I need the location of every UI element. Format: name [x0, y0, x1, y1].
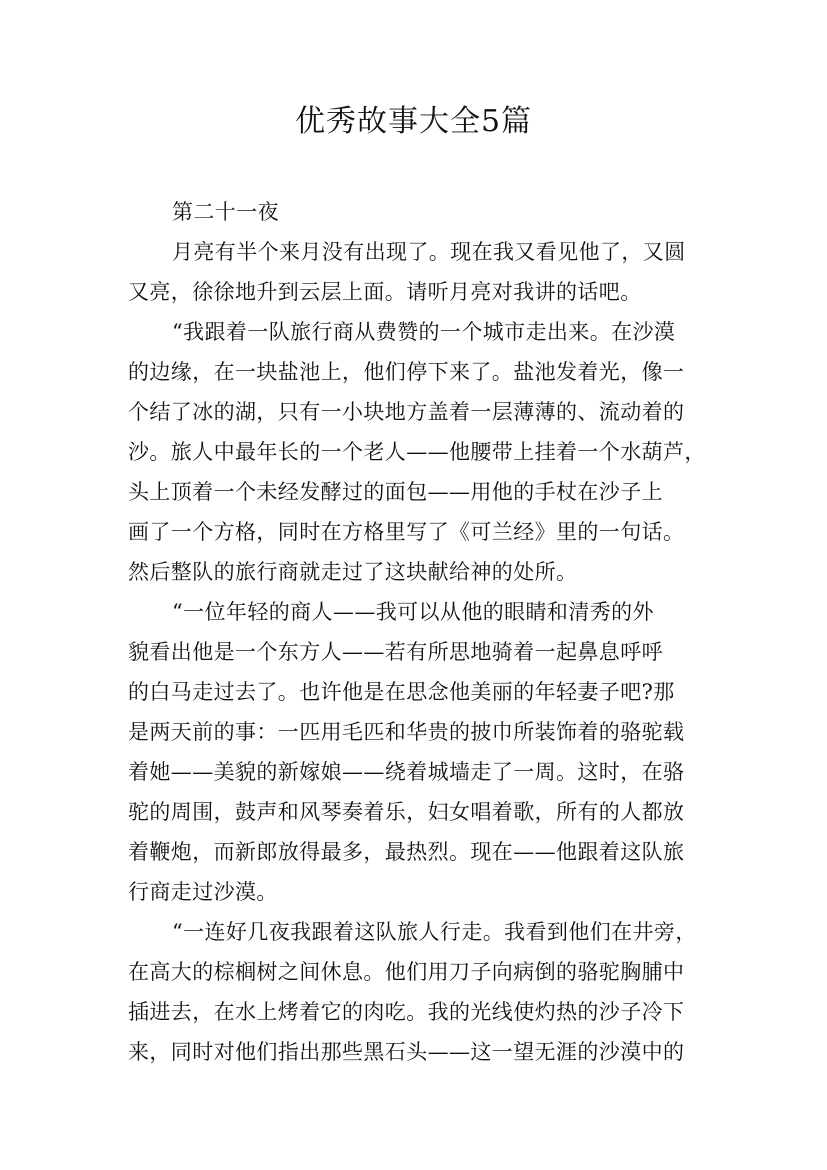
text-line: “我跟着一队旅行商从费赞的一个城市走出来。在沙漠 [172, 320, 676, 344]
text-line: 着她——美貌的新嫁娘——绕着城墙走了一周。这时，在骆 [128, 760, 685, 784]
text-line: 画了一个方格，同时在方格里写了《可兰经》里的一句话。 [128, 520, 685, 544]
section-heading: 第二十一夜 [172, 200, 279, 224]
text-line: 着鞭炮，而新郎放得最多，最热烈。现在——他跟着这队旅 [128, 840, 685, 864]
text-line: 来，同时对他们指出那些黑石头——这一望无涯的沙漠中的 [128, 1040, 685, 1064]
text-line: 的边缘，在一块盐池上，他们停下来了。盐池发着光，像一 [128, 360, 685, 384]
text-line: “一连好几夜我跟着这队旅人行走。我看到他们在井旁， [172, 920, 697, 944]
text-line: 貌看出他是一个东方人——若有所思地骑着一起鼻息呼呼 [128, 640, 663, 664]
text-line: 是两天前的事：一匹用毛匹和华贵的披巾所装饰着的骆驼载 [128, 720, 685, 744]
document-title: 优秀故事大全5篇 [294, 104, 533, 139]
text-line: 沙。旅人中最年长的一个老人——他腰带上挂着一个水葫芦， [128, 440, 706, 464]
text-line: 插进去，在水上烤着它的肉吃。我的光线使灼热的沙子冷下 [128, 1000, 685, 1024]
text-line: 个结了冰的湖，只有一小块地方盖着一层薄薄的、流动着的 [128, 400, 685, 424]
text-line: 月亮有半个来月没有出现了。现在我又看见他了，又圆 [172, 240, 686, 264]
text-line: 行商走过沙漠。 [128, 880, 278, 904]
text-line: 驼的周围，鼓声和风琴奏着乐，妇女唱着歌，所有的人都放 [128, 800, 685, 824]
text-line: 在高大的棕榈树之间休息。他们用刀子向病倒的骆驼胸脯中 [128, 960, 685, 984]
paragraph-lines [128, 232, 706, 1072]
text-line: 然后整队的旅行商就走过了这块献给神的处所。 [128, 560, 578, 584]
text-line: 的白马走过去了。也许他是在思念他美丽的年轻妻子吧?那 [128, 680, 675, 704]
text-line: 头上顶着一个未经发酵过的面包——用他的手杖在沙子上 [128, 480, 663, 504]
document-body [128, 192, 706, 1072]
text-line: “一位年轻的商人——我可以从他的眼睛和清秀的外 [172, 600, 654, 624]
text-line: 又亮，徐徐地升到云层上面。请听月亮对我讲的话吧。 [128, 280, 642, 304]
